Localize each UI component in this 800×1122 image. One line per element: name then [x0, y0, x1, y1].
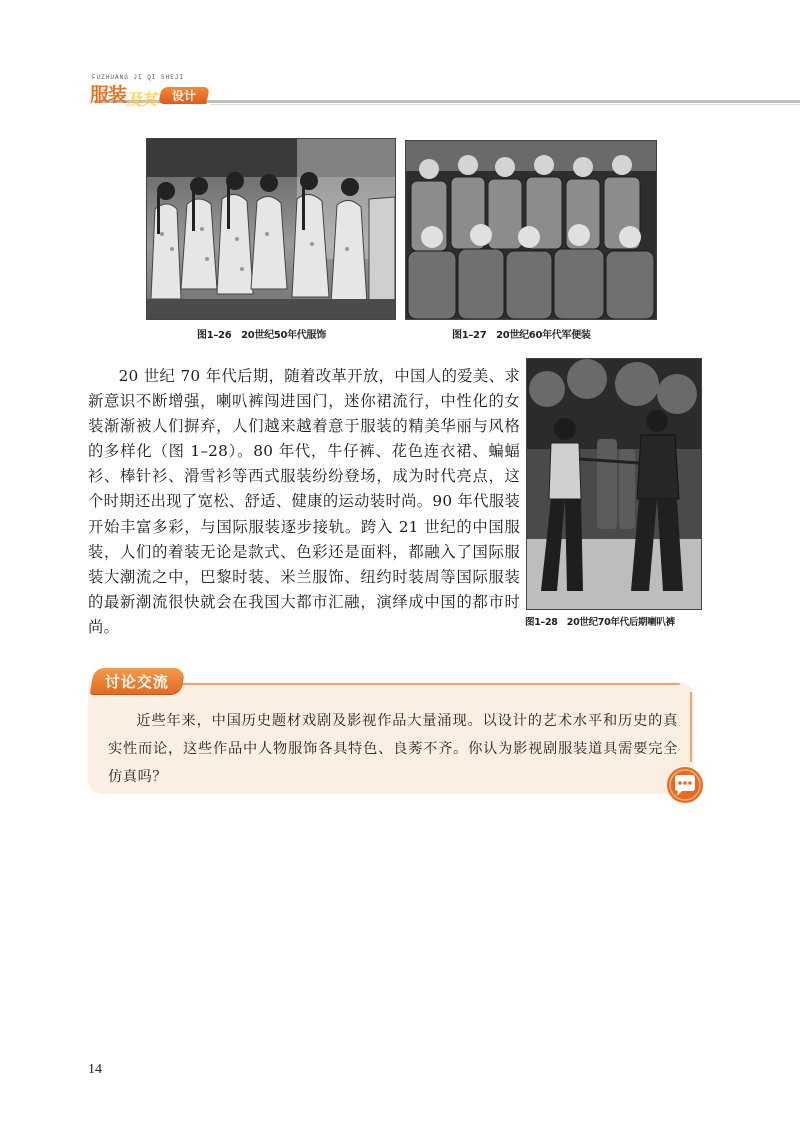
discussion-tab	[90, 668, 185, 694]
figure-1-28-caption: 图1–28 20世纪70年代后期喇叭裤	[525, 617, 675, 628]
figure-1-27-photo	[405, 140, 657, 320]
header-tab	[158, 87, 210, 104]
discussion-border-right	[690, 692, 692, 762]
discussion-tab-label: 讨论交流	[104, 672, 169, 691]
header-title-part1: 服装	[90, 84, 127, 106]
chat-bubble-icon	[666, 766, 704, 804]
figure-1-28-photo	[526, 358, 702, 610]
running-header	[0, 60, 800, 110]
discussion-border-top	[180, 683, 680, 685]
page-number: 14	[88, 1062, 102, 1077]
figure-1-26-photo	[146, 138, 396, 320]
header-pinyin: FUZHUANG JI QI SHEJI	[92, 74, 185, 81]
header-rule-thin	[210, 104, 800, 105]
header-title-part2: 及其	[126, 90, 157, 109]
header-tab-label: 设计	[171, 89, 196, 103]
discussion-text: 近些年来，中国历史题材戏剧及影视作品大量涌现。以设计的艺术水平和历史的真实性而论，这些作品中人物服饰各具特色、良莠不齐。你认为影视剧服装道具需要完全仿真吗？	[108, 713, 678, 785]
figure-1-26-caption: 图1–26 20世纪50年代服饰	[197, 330, 326, 341]
body-paragraph: 20 世纪 70 年代后期，随着改革开放，中国人的爱美、求新意识不断增强，喇叭裤闯进国门，迷你裙流行，中性化的女装渐渐被人们摒弃，人们越来越着意于服装的精美华丽与风格的多样化（图 1–28）。80 年代，牛仔裤、花色连衣裙、蝙蝠衫、棒针衫、滑雪衫等西式服装纷纷登场，成为时代亮点，这个时期还出现了宽松、舒适、健康的运动装时尚。90 年代服装开始丰富多彩，与国际服装逐步接轨。跨入 21 世纪的中国服装，人们的着装无论是款式、色彩还是面料，都融入了国际服装大潮流之中，巴黎时装、米兰服饰、纽约时装周等国际服装的最新潮流很快就会在我国大都市汇融，演绎成中国的都市时尚。	[88, 367, 520, 636]
figure-1-27-caption: 图1–27 20世纪60年代军便装	[452, 330, 591, 341]
